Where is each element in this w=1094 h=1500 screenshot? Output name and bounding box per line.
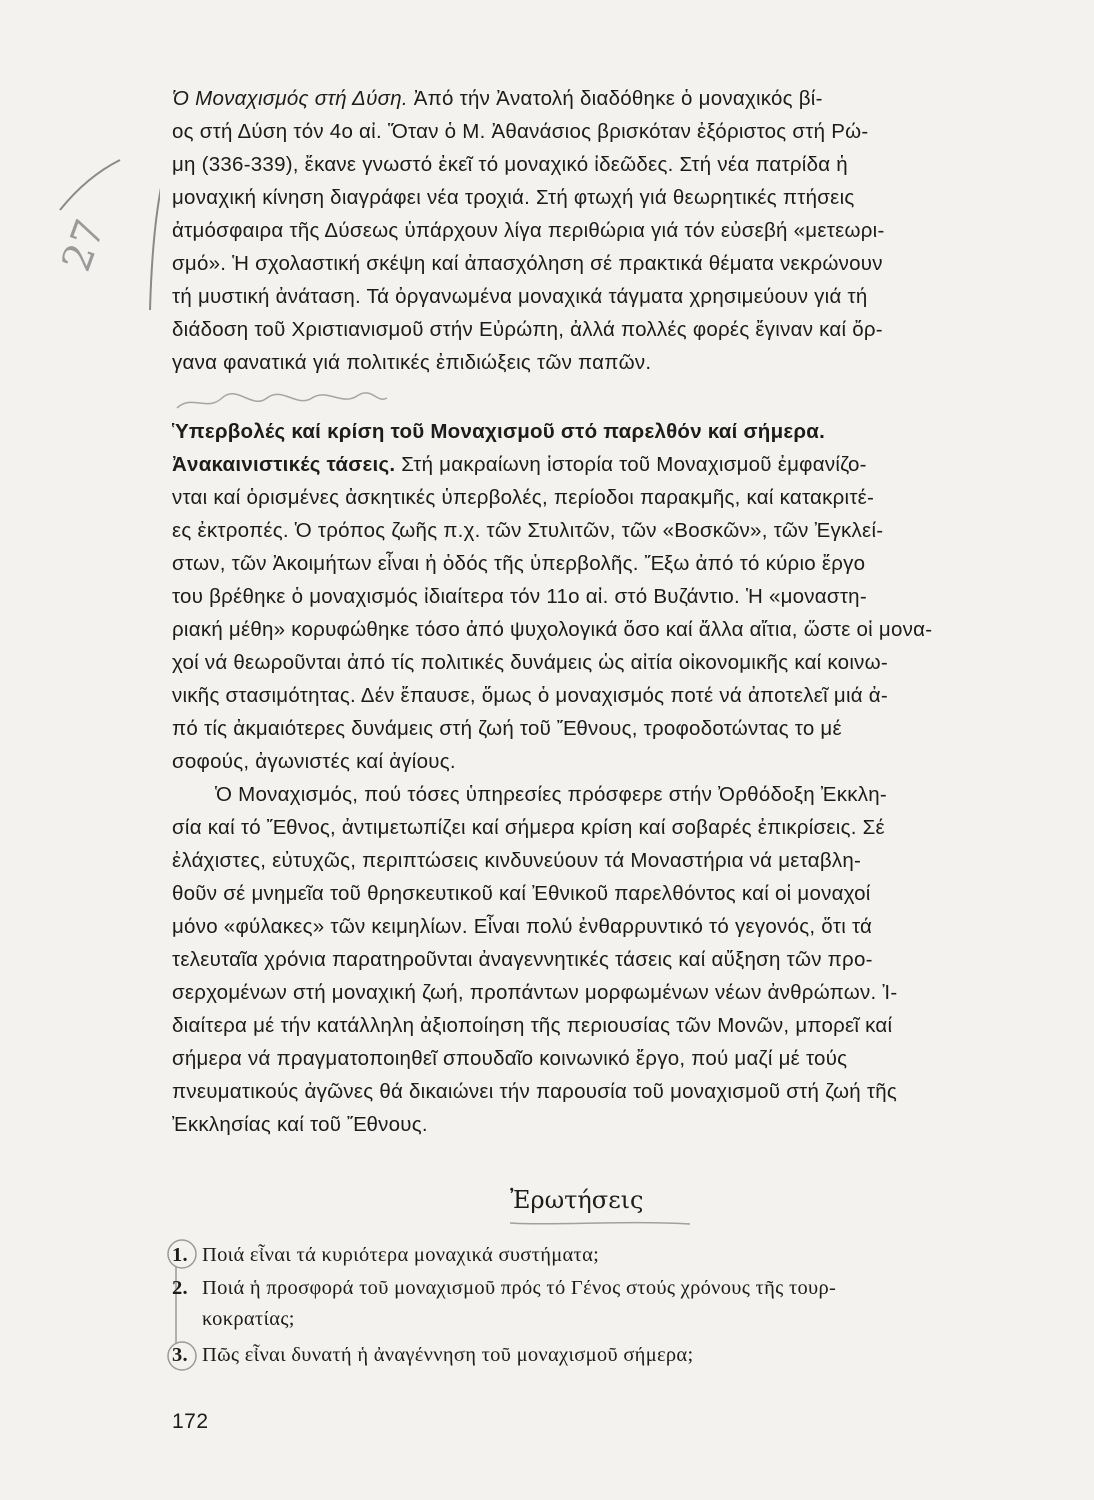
para2-line-10: σοφούς, ἀγωνιστές καί ἁγίους. — [172, 750, 456, 773]
svg-text:27: 27 — [53, 213, 115, 278]
handwritten-margin-note — [40, 150, 160, 310]
para1-line-9: γανα φανατικά γιά πολιτικές ἐπιδιώξεις τῶν παπῶν. — [172, 351, 652, 374]
para2-line-5: του βρέθηκε ὁ μοναχισμός ἰδιαίτερα τόν 11ο αἰ. στό Βυζάντιο. Ἡ «μοναστη- — [172, 585, 867, 608]
para3-line-7: σερχομένων στή μοναχική ζωή, προπάντων μορφωμένων νέων ἀνθρώπων. Ἰ- — [172, 981, 898, 1004]
para1-line-3: μη (336-339), ἔκανε γνωστό ἐκεῖ τό μοναχικό ἰδεῶδες. Στή νέα πατρίδα ἡ — [172, 153, 848, 176]
para2-line-4: στων, τῶν Ἀκοιμήτων εἶναι ἡ ὁδός τῆς ὑπερβολῆς. Ἔξω ἀπό τό κύριο ἔργο — [172, 552, 866, 575]
para1-line-8: διάδοση τοῦ Χριστιανισμοῦ στήν Εὐρώπη, ἀλλά πολλές φορές ἔγιναν καί ὄρ- — [172, 318, 883, 341]
para1-line-7: τή μυστική ἀνάταση. Τά ὀργανωμένα μοναχικά τάγματα χρησιμεύουν γιά τή — [172, 285, 868, 308]
para2-line-7: χοί νά θεωροῦνται ἀπό τίς πολιτικές δυνάμεις ὡς αἰτία οἰκονομικῆς καί κοινω- — [172, 651, 888, 674]
para3-line-8: διαίτερα μέ τήν κατάλληλη ἀξιοποίηση τῆς περιουσίας τῶν Μονῶν, μπορεῖ καί — [172, 1014, 893, 1037]
pencil-scribble — [172, 386, 392, 416]
para2-line-3: ες ἐκτροπές. Ὁ τρόπος ζωῆς π.χ. τῶν Στυλιτῶν, τῶν «Βοσκῶν», τῶν Ἐγκλεί- — [172, 519, 884, 542]
page-number: 172 — [172, 1410, 209, 1433]
para2-heading: Ὑπερβολές καί κρίση τοῦ Μοναχισμοῦ στό παρελθόν καί σήμερα. — [172, 420, 826, 443]
para2-line-1: Ἀνακαινιστικές τάσεις. Στή μακραίωνη ἱστορία τοῦ Μοναχισμοῦ ἐμφανίζο- — [172, 453, 867, 476]
question-2-continued: κοκρατίας; — [202, 1308, 295, 1330]
para3-line-2: σία καί τό Ἔθνος, ἀντιμετωπίζει καί σήμερα κρίση καί σοβαρές ἐπικρίσεις. Σέ — [172, 816, 885, 839]
para3-line-6: τελευταῖα χρόνια παρατηροῦνται ἀναγεννητικές τάσεις καί αὔξηση τῶν προ- — [172, 948, 873, 971]
questions-title: Ἐρωτήσεις — [510, 1186, 644, 1214]
para1-lead: Ὁ Μοναχισμός στή Δύση. — [172, 87, 408, 110]
para3-line-11: Ἐκκλησίας καί τοῦ Ἔθνους. — [172, 1113, 428, 1136]
question-2: 2. Ποιά ἡ προσφορά τοῦ μοναχισμοῦ πρός τό Γένος στούς χρόνους τῆς τουρ- — [172, 1277, 837, 1299]
para3-line-5: μόνο «φύλακες» τῶν κειμηλίων. Εἶναι πολύ ἐνθαρρυντικό τό γεγονός, ὅτι τά — [172, 915, 873, 938]
para1-line-6: σμό». Ἡ σχολαστική σκέψη καί ἀπασχόληση σέ πρακτικά θέματα νεκρώνουν — [172, 252, 883, 275]
para3-line-10: πνευματικούς ἀγῶνες θά δικαιώνει τήν παρουσία τοῦ μοναχισμοῦ στή ζωή τῆς — [172, 1080, 897, 1103]
para1-line-5: ἀτμόσφαιρα τῆς Δύσεως ὑπάρχουν λίγα περιθώρια γιά τόν εὐσεβή «μετεωρι- — [172, 219, 885, 242]
question-1: 1. Ποιά εἶναι τά κυριότερα μοναχικά συστήματα; — [172, 1244, 600, 1266]
question-3: 3. Πῶς εἶναι δυνατή ἡ ἀναγέννηση τοῦ μοναχισμοῦ σήμερα; — [172, 1344, 694, 1366]
para1-line-1: Ὁ Μοναχισμός στή Δύση. Ἀπό τήν Ἀνατολή διαδόθηκε ὁ μοναχικός βί- — [172, 87, 823, 110]
para3-line-1: Ὁ Μοναχισμός, πού τόσες ὑπηρεσίες πρόσφερε στήν Ὀρθόδοξη Ἐκκλη- — [215, 783, 887, 806]
para2-line-8: νικῆς στασιμότητας. Δέν ἔπαυσε, ὅμως ὁ μοναχισμός ποτέ νά ἀποτελεῖ μιά ἀ- — [172, 684, 888, 707]
para3-line-9: σήμερα νά πραγματοποιηθεῖ σπουδαῖο κοινωνικό ἔργο, πού μαζί μέ τούς — [172, 1047, 848, 1070]
para2-line-2: νται καί ὁρισμένες ἀσκητικές ὑπερβολές, περίοδοι παρακμῆς, καί κατακριτέ- — [172, 486, 875, 509]
para2-line-6: ριακή μέθη» κορυφώθηκε τόσο ἀπό ψυχολογικά ὅσο καί ἄλλα αἴτια, ὥστε οἱ μονα- — [172, 618, 933, 641]
para1-line-2: ος στή Δύση τόν 4ο αἰ. Ὅταν ὁ Μ. Ἀθανάσιος βρισκόταν ἐξόριστος στή Ρώ- — [172, 120, 869, 143]
para1-line-4: μοναχική κίνηση διαγράφει νέα τροχιά. Στή φτωχή γιά θεωρητικές πτήσεις — [172, 186, 855, 209]
para2-line-9: πό τίς ἀκμαιότερες δυνάμεις στή ζωή τοῦ Ἔθνους, τροφοδοτώντας το μέ — [172, 717, 842, 740]
pencil-underline — [505, 1218, 695, 1228]
para3-line-4: θοῦν σέ μνημεῖα τοῦ θρησκευτικοῦ καί Ἐθνικοῦ παρελθόντος καί οἱ μοναχοί — [172, 882, 871, 905]
para2-subheading: Ἀνακαινιστικές τάσεις. — [172, 453, 396, 476]
para3-line-3: ἐλάχιστες, εὐτυχῶς, περιπτώσεις κινδυνεύουν τά Μοναστήρια νά μεταβλη- — [172, 849, 862, 872]
